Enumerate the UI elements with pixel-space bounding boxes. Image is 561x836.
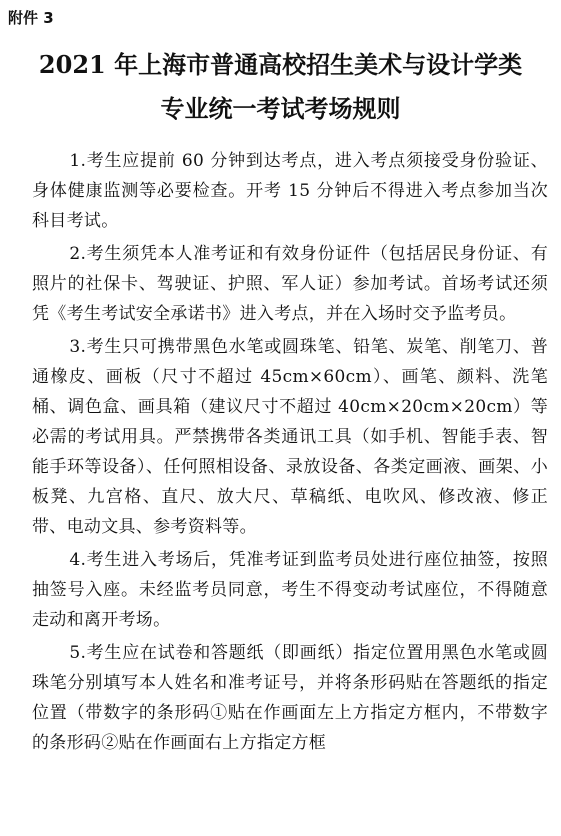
document-title-line-2: 专业统一考试考场规则 bbox=[160, 94, 401, 123]
attachment-label: 附件 3 bbox=[8, 9, 54, 27]
rule-paragraph-4: 4.考生进入考场后，凭准考证到监考员处进行座位抽签，按照抽签号入座。未经监考员同意，考生不得变动考试座位，不得随意走动和离开考场。 bbox=[32, 550, 548, 630]
rule-paragraph-1: 1.考生应提前 60 分钟到达考点，进入考点须接受身份验证、身体健康监测等必要检查。开考 15 分钟后不得进入考点参加当次科目考试。 bbox=[32, 151, 548, 231]
rule-paragraph-3: 3.考生只可携带黑色水笔或圆珠笔、铅笔、炭笔、削笔刀、普通橡皮、画板（尺寸不超过 45cm×60cm）、画笔、颜料、洗笔桶、调色盒、画具箱（建议尺寸不超过 40cm×20cm×20cm）等必需的考试用具。严禁携带各类通讯工具（如手机、智能手表、智能手环等设备）、任何照相设备、录放设备、各类定画液、画架、小板凳、九宫格、直尺、放大尺、草稿纸、电吹风、修改液、修正带、电动文具、参考资料等。 bbox=[32, 337, 548, 537]
document-title-line-1: 2021 年上海市普通高校招生美术与设计学类 bbox=[38, 50, 523, 79]
rule-paragraph-5: 5.考生应在试卷和答题纸（即画纸）指定位置用黑色水笔或圆珠笔分别填写本人姓名和准考证号，并将条形码贴在答题纸的指定位置（带数字的条形码①贴在作画面左上方指定方框内，不带数字的条形码②贴在作画面右上方指定方框 bbox=[32, 643, 548, 753]
rule-paragraph-2: 2.考生须凭本人准考证和有效身份证件（包括居民身份证、有照片的社保卡、驾驶证、护照、军人证）参加考试。首场考试还须凭《考生考试安全承诺书》进入考点，并在入场时交予监考员。 bbox=[32, 244, 548, 324]
document-body bbox=[32, 146, 548, 761]
